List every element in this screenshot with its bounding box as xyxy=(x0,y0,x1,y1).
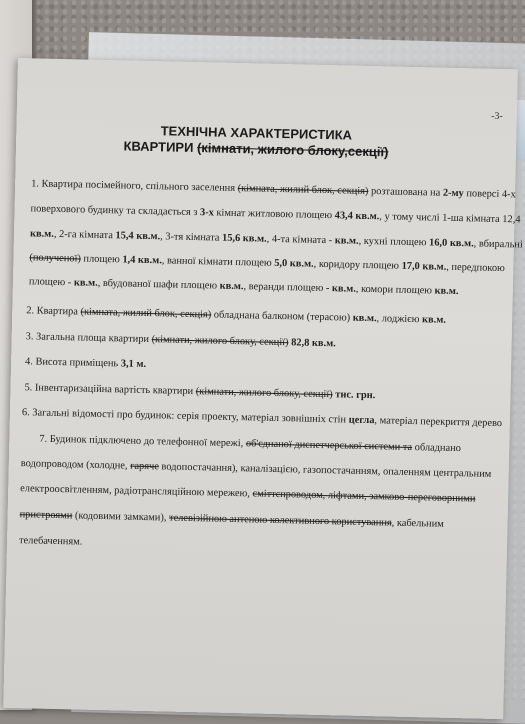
para1-text: розташована на xyxy=(370,186,441,199)
para7-line5 xyxy=(19,535,83,547)
para7-text: обладнано xyxy=(414,442,462,455)
para5-struck: (кімнати, жилого блоку, секції) xyxy=(195,386,333,401)
room3-value: 15,6 кв.м. xyxy=(221,232,267,245)
para1-text: , у тому числі 1-ша кімната 12,4 xyxy=(379,211,521,226)
para1-text: , передпокою xyxy=(446,261,505,275)
para7-text: водопостачання), каналізацією, газопостачанням, опаленням центральним xyxy=(161,461,492,480)
para7-line3 xyxy=(20,483,475,504)
corridor-unit: кв.м. xyxy=(422,261,447,273)
inventory-value-unit: тис. грн. xyxy=(335,389,376,402)
document-title: ТЕХНІЧНА ХАРАКТЕРИСТИКА xyxy=(160,123,353,143)
para7-text: , кабельним xyxy=(391,517,444,530)
para1-text: , вбиральні xyxy=(473,238,523,251)
storage-unit: кв.м. xyxy=(434,285,459,298)
bath-value: 5,0 кв.м. xyxy=(274,257,314,270)
balcony-unit: кв.м. xyxy=(352,312,377,325)
room4-value: кв.м. xyxy=(334,235,359,247)
room1-unit: кв.м. xyxy=(29,228,55,240)
para1-text: , 2-га кімната xyxy=(53,228,114,242)
para4-text: 4. Висота приміщень xyxy=(24,356,119,370)
ceiling-height-value: 3,1 м. xyxy=(120,358,147,370)
para6-text: , матеріал перекриття дерево xyxy=(374,415,503,430)
para1-text: поверхового будинку та складається з xyxy=(30,203,198,219)
para7-line4 xyxy=(20,509,444,530)
para7-struck: об'єднаної диспетчерської системи та xyxy=(245,438,413,454)
para1-text: , 3-тя кімната xyxy=(160,231,220,244)
kitchen-value: 16,0 кв.м. xyxy=(428,237,474,250)
wc-value: 1,4 кв.м. xyxy=(122,254,162,267)
para2-struck: (кімната, жилий блок, секція) xyxy=(80,306,212,321)
floor-value: 2-му xyxy=(442,187,464,200)
para1-line2 xyxy=(30,203,520,225)
para7-struck: гаряче xyxy=(130,460,159,473)
para7-struck: пристроями xyxy=(19,509,73,522)
para1-text: поверсі 4-х xyxy=(466,188,516,201)
para3 xyxy=(26,331,336,349)
hall-unit: кв.м. xyxy=(73,277,98,289)
para2-text: 2. Квартира xyxy=(26,305,79,318)
corridor-value: 17,0 xyxy=(401,260,420,273)
document-page xyxy=(3,58,523,719)
para2-text: , лоджією xyxy=(376,313,420,326)
para2 xyxy=(26,305,446,326)
para1-line3 xyxy=(30,228,523,250)
subtitle-main: КВАРТИРИ xyxy=(123,138,194,156)
living-area-value: 43,4 кв.м. xyxy=(334,210,380,223)
para7-text: телебаченням. xyxy=(18,535,83,548)
para5-text: 5. Інвентаризаційна вартість квартири xyxy=(24,382,194,398)
para6-text: 6. Загальні відомості про будинок: серія проекту, матеріал зовнішніх стін xyxy=(21,407,347,426)
para1-text: , вбудованої шафи площею xyxy=(97,277,218,292)
total-area-unit: кв.м. xyxy=(311,337,336,350)
para1-struck: (полученої) xyxy=(29,252,81,265)
para7-text: електроосвітленням, радіотрансляційною мережею, xyxy=(20,483,251,500)
para1-struck: (кімната, жилий блок, секція) xyxy=(237,183,369,197)
para1-text: , коридору площею xyxy=(313,258,400,272)
para1-text: кімнат житловою площею xyxy=(216,207,333,222)
para1-text: , комори площею xyxy=(355,283,433,297)
subtitle-struck: (кімнати, жилого блоку,секції) xyxy=(196,140,389,160)
para1-line4 xyxy=(29,252,505,274)
para7-text: водопроводом (холодне, xyxy=(20,458,128,472)
para7-struck: телевізійною антеною колективного користування xyxy=(168,512,392,529)
room2-value: 15,4 кв.м. xyxy=(115,230,161,243)
loggia-unit: кв.м. xyxy=(421,314,447,326)
para3-text: 3. Загальна площа квартири xyxy=(25,331,150,346)
para3-struck: (кімнати, жилого блоку, секції) xyxy=(151,334,289,349)
para6 xyxy=(22,407,502,429)
wall-material: цегла xyxy=(348,414,375,427)
rooms-value: 3-х xyxy=(199,207,214,219)
para1-text: 1. Квартира посімейного, спільного заселення xyxy=(31,178,236,194)
para1-text: , кухні площею xyxy=(358,235,427,249)
para1-text: , 4-та кімната - xyxy=(266,233,333,247)
para1-line5 xyxy=(29,276,459,297)
para5 xyxy=(24,382,375,401)
para7-struck: сміттєпроводом, ліфтами, замково-переговорними xyxy=(252,488,476,505)
total-area-value: 82,8 xyxy=(291,337,310,349)
para1-text: площею xyxy=(83,253,120,266)
para2-text: обладнана балконом (терасою) xyxy=(213,309,351,324)
para7-text: (кодовими замками), xyxy=(74,510,167,524)
para7-line2 xyxy=(21,458,492,480)
page-number: -3- xyxy=(491,110,503,123)
veranda-unit: - кв.м. xyxy=(325,283,356,295)
para1-text: , ванної кімнати площею xyxy=(161,255,272,269)
para7-line1 xyxy=(39,434,461,455)
closet-unit: кв.м. xyxy=(219,280,244,293)
para1-line1 xyxy=(31,178,516,200)
para7-text: 7. Будинок підключено до телефонної мережі, xyxy=(39,433,244,450)
para1-text: площею - xyxy=(28,276,72,289)
para1-text: , веранди площею xyxy=(243,281,324,294)
para4 xyxy=(25,356,146,370)
